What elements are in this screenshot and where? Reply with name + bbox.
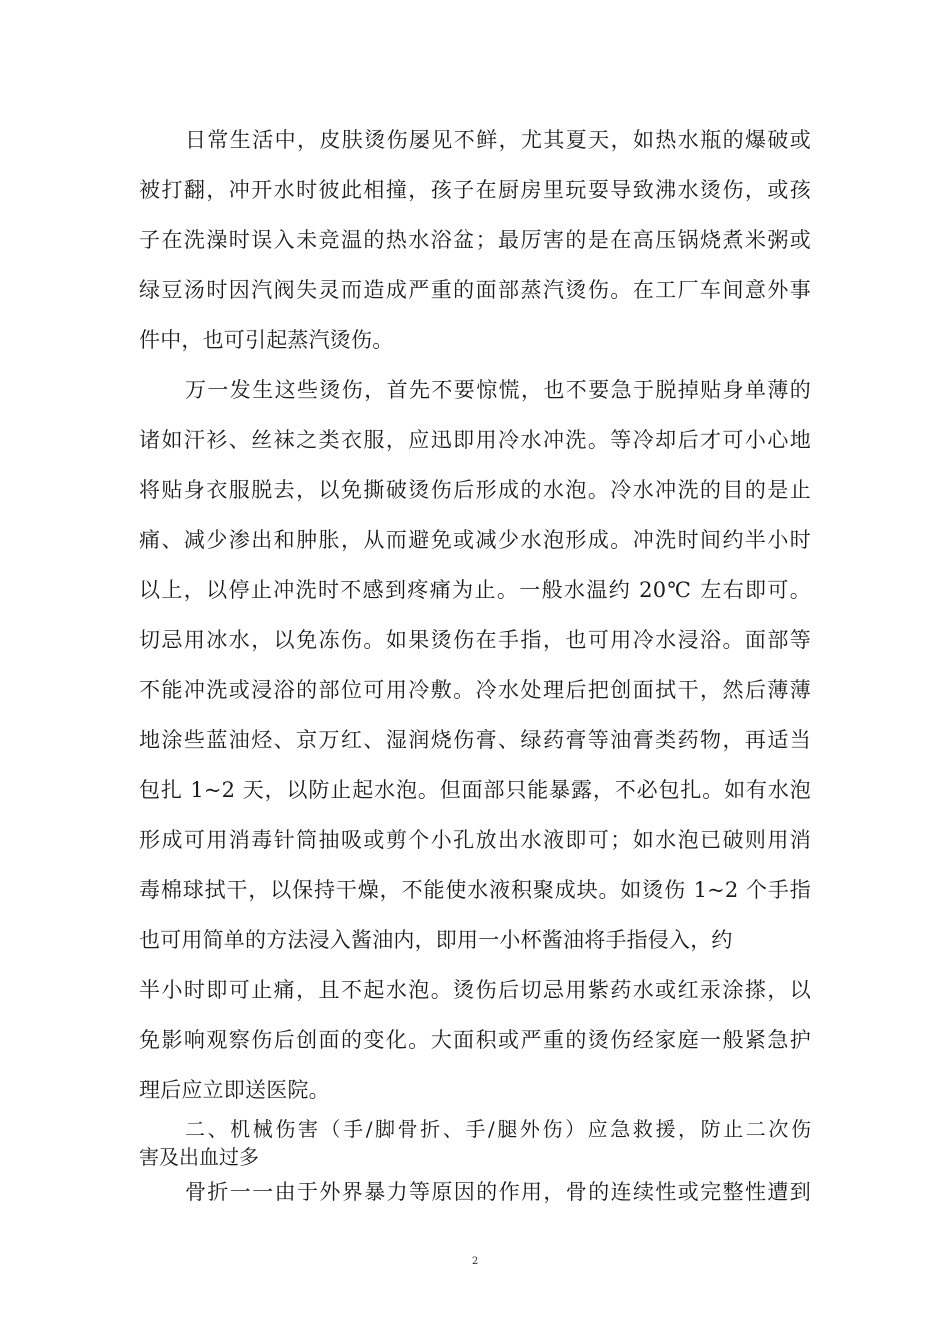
paragraph-2-line-11: 毒棉球拭干，以保持干燥，不能使水液积聚成块。如烫伤 1~2 个手指 bbox=[139, 878, 811, 902]
section-heading-line-2: 害及出血过多 bbox=[139, 1145, 259, 1169]
paragraph-2-line-5: 以上，以停止冲洗时不感到疼痛为止。一般水温约 20℃ 左右即可。 bbox=[139, 578, 811, 602]
page-number: 2 bbox=[471, 1256, 479, 1267]
paragraph-2-line-13: 半小时即可止痛，且不起水泡。烫伤后切忌用紫药水或红汞涂搽，以 bbox=[139, 978, 811, 1002]
paragraph-2-line-12: 也可用简单的方法浸入酱油内，即用一小杯酱油将手指侵入，约 bbox=[139, 928, 733, 952]
paragraph-2-line-8: 地涂些蓝油烃、京万红、湿润烧伤膏、绿药膏等油膏类药物，再适当 bbox=[139, 728, 811, 752]
paragraph-1-line-3: 子在洗澡时误入未竞温的热水浴盆；最厉害的是在高压锅烧煮米粥或 bbox=[139, 228, 811, 252]
section-heading-line-1: 二、机械伤害（手/脚骨折、手/腿外伤）应急救援，防止二次伤 bbox=[185, 1117, 811, 1141]
paragraph-2-line-2: 诸如汗衫、丝袜之类衣服，应迅即用冷水冲洗。等冷却后才可小心地 bbox=[139, 428, 811, 452]
paragraph-2-line-1: 万一发生这些烫伤，首先不要惊慌，也不要急于脱掉贴身单薄的 bbox=[185, 378, 811, 402]
paragraph-2-line-4: 痛、减少渗出和肿胀，从而避免或减少水泡形成。冲洗时间约半小时 bbox=[139, 528, 811, 552]
paragraph-1-line-4: 绿豆汤时因汽阀失灵而造成严重的面部蒸汽烫伤。在工厂车间意外事 bbox=[139, 278, 811, 302]
paragraph-2-line-6: 切忌用冰水，以免冻伤。如果烫伤在手指，也可用冷水浸浴。面部等 bbox=[139, 628, 811, 652]
paragraph-2-line-7: 不能冲洗或浸浴的部位可用冷敷。冷水处理后把创面拭干，然后薄薄 bbox=[139, 678, 811, 702]
paragraph-1-line-2: 被打翻，冲开水时彼此相撞，孩子在厨房里玩耍导致沸水烫伤，或孩 bbox=[139, 178, 811, 202]
paragraph-2-line-14: 免影响观察伤后创面的变化。大面积或严重的烫伤经家庭一般紧急护 bbox=[139, 1028, 811, 1052]
paragraph-2-line-9: 包扎 1~2 天，以防止起水泡。但面部只能暴露，不必包扎。如有水泡 bbox=[139, 778, 811, 802]
paragraph-1-line-5: 件中，也可引起蒸汽烫伤。 bbox=[139, 328, 394, 352]
paragraph-3-line-1: 骨折一一由于外界暴力等原因的作用，骨的连续性或完整性遭到 bbox=[185, 1180, 811, 1204]
paragraph-2-line-3: 将贴身衣服脱去，以免撕破烫伤后形成的水泡。冷水冲洗的目的是止 bbox=[139, 478, 811, 502]
paragraph-2-line-10: 形成可用消毒针筒抽吸或剪个小孔放出水液即可；如水泡已破则用消 bbox=[139, 828, 811, 852]
paragraph-1-line-1: 日常生活中，皮肤烫伤屡见不鲜，尤其夏天，如热水瓶的爆破或 bbox=[185, 128, 811, 152]
paragraph-2-line-15: 理后应立即送医院。 bbox=[139, 1078, 330, 1102]
